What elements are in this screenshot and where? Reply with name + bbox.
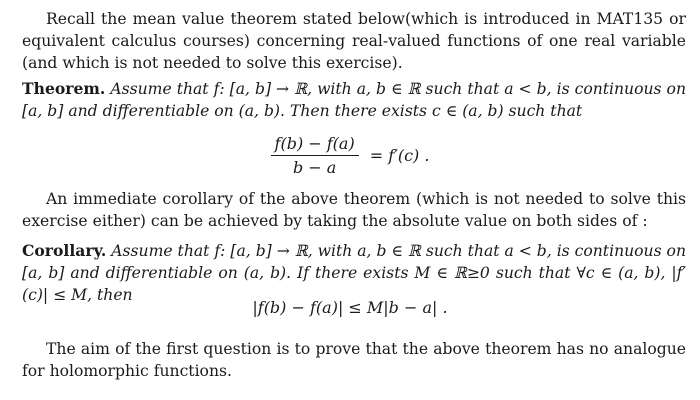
equation-rhs: = f′(c) .: [369, 146, 430, 165]
corollary-title: Corollary.: [22, 241, 107, 260]
corollary-text: Assume that f: [a, b] → ℝ, with a, b ∈ ℝ such that a < b, is continuous on [a, b] and differentiable on (a, b). If there exists M ∈ ℝ≥0 such that ∀c ∈ (a, b), |f′(c)| ≤ M, then: [22, 242, 686, 304]
theorem-block: [22, 78, 686, 122]
theorem-equation: [0, 134, 700, 177]
corollary-block: [22, 240, 686, 306]
theorem-title: Theorem.: [22, 79, 106, 98]
closing-paragraph: The aim of the first question is to prove that the above theorem has no analogue for holomorphic functions.: [22, 340, 686, 380]
intro-paragraph: Recall the mean value theorem stated below(which is introduced in MAT135 or equivalent calculus courses) concerning real-valued functions of one real variable (and which is not needed to solve this exercise).: [22, 10, 686, 72]
fraction-denominator: b − a: [292, 158, 337, 177]
corollary-equation: |f(b) − f(a)| ≤ M|b − a| .: [252, 298, 448, 317]
theorem-text: Assume that f: [a, b] → ℝ, with a, b ∈ ℝ such that a < b, is continuous on [a, b] and differentiable on (a, b). Then there exists c ∈ (a, b) such that: [22, 80, 686, 120]
fraction-numerator: f(b) − f(a): [271, 134, 359, 156]
mvt-fraction: [271, 134, 359, 177]
corollary-intro-paragraph: An immediate corollary of the above theorem (which is not needed to solve this exercise either) can be achieved by taking the absolute value on both sides of :: [22, 190, 686, 230]
